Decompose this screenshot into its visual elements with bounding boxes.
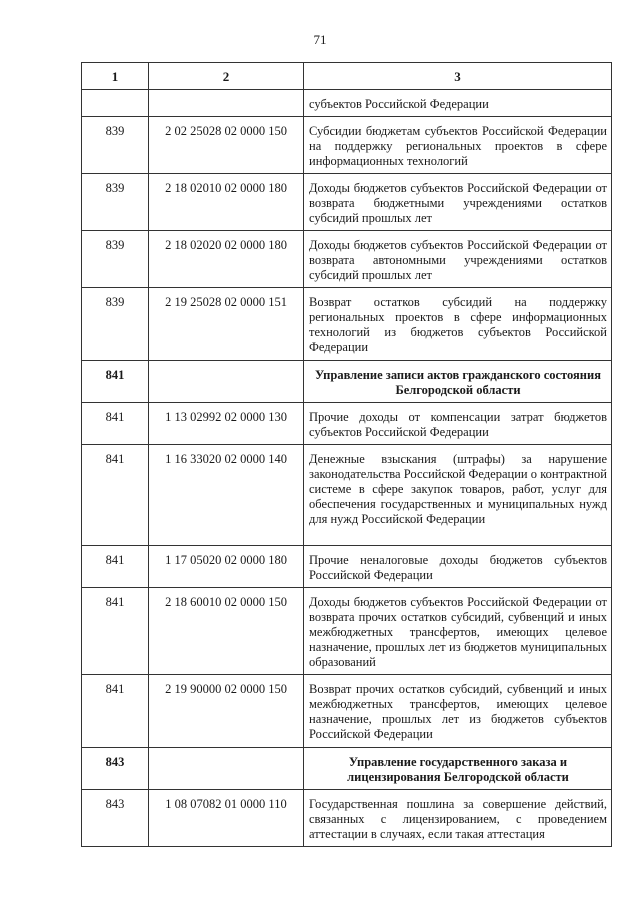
budget-code-cell: [149, 90, 304, 117]
table-row: [82, 231, 612, 288]
budget-income-table: [81, 62, 612, 847]
admin-code-cell: 841: [82, 546, 149, 588]
table-row: [82, 790, 612, 847]
page-number: 71: [313, 32, 327, 47]
budget-code-cell: 1 08 07082 01 0000 110: [149, 790, 304, 847]
admin-code-cell: 841: [82, 403, 149, 445]
admin-code-cell: 839: [82, 288, 149, 361]
header-col-1: 1: [82, 63, 149, 90]
budget-code-cell: 2 19 25028 02 0000 151: [149, 288, 304, 361]
admin-code-cell: 841: [82, 445, 149, 546]
table-row: [82, 546, 612, 588]
admin-code-cell: [82, 90, 149, 117]
table-row: [82, 174, 612, 231]
table-row: [82, 117, 612, 174]
budget-code-cell: 1 13 02992 02 0000 130: [149, 403, 304, 445]
budget-code-cell: 2 18 02020 02 0000 180: [149, 231, 304, 288]
admin-code-cell: 839: [82, 231, 149, 288]
admin-code-cell: 839: [82, 174, 149, 231]
table-row: [82, 445, 612, 546]
description-cell: субъектов Российской Федерации: [304, 90, 612, 117]
budget-code-cell: 2 19 90000 02 0000 150: [149, 675, 304, 748]
budget-code-cell: 1 16 33020 02 0000 140: [149, 445, 304, 546]
budget-code-cell: 1 17 05020 02 0000 180: [149, 546, 304, 588]
admin-code-cell: 843: [82, 790, 149, 847]
description-cell: Управление записи актов гражданского состояния Белгородской области: [304, 361, 612, 403]
description-cell: Доходы бюджетов субъектов Российской Федерации от возврата автономными учреждениями остатков субсидий прошлых лет: [304, 231, 612, 288]
description-cell: Доходы бюджетов субъектов Российской Федерации от возврата прочих остатков субсидий, субвенций и иных межбюджетных трансфертов, имеющих целевое назначение, прошлых лет из бюджетов муниципальных образований: [304, 588, 612, 675]
header-col-2: 2: [149, 63, 304, 90]
table-row: [82, 288, 612, 361]
admin-code-cell: 841: [82, 361, 149, 403]
description-cell: Возврат прочих остатков субсидий, субвенций и иных межбюджетных трансфертов, имеющих целевое назначение, прошлых лет из бюджетов субъектов Российской Федерации: [304, 675, 612, 748]
description-cell: Государственная пошлина за совершение действий, связанных с лицензированием, с проведением аттестации в случаях, если такая аттестация: [304, 790, 612, 847]
section-header-row: [82, 361, 612, 403]
budget-code-cell: 2 02 25028 02 0000 150: [149, 117, 304, 174]
table-row: [82, 403, 612, 445]
budget-code-cell: [149, 361, 304, 403]
description-cell: Управление государственного заказа и лицензирования Белгородской области: [304, 748, 612, 790]
header-col-3: 3: [304, 63, 612, 90]
admin-code-cell: 839: [82, 117, 149, 174]
description-cell: Субсидии бюджетам субъектов Российской Федерации на поддержку региональных проектов в сфере информационных технологий: [304, 117, 612, 174]
description-cell: Доходы бюджетов субъектов Российской Федерации от возврата бюджетными учреждениями остатков субсидий прошлых лет: [304, 174, 612, 231]
admin-code-cell: 843: [82, 748, 149, 790]
table-row: [82, 588, 612, 675]
description-cell: Прочие неналоговые доходы бюджетов субъектов Российской Федерации: [304, 546, 612, 588]
budget-code-cell: 2 18 60010 02 0000 150: [149, 588, 304, 675]
budget-code-cell: [149, 748, 304, 790]
admin-code-cell: 841: [82, 588, 149, 675]
table-body: [82, 90, 612, 847]
table-header-row: [82, 63, 612, 90]
table-row: [82, 675, 612, 748]
table-row: [82, 90, 612, 117]
description-cell: Прочие доходы от компенсации затрат бюджетов субъектов Российской Федерации: [304, 403, 612, 445]
admin-code-cell: 841: [82, 675, 149, 748]
budget-code-cell: 2 18 02010 02 0000 180: [149, 174, 304, 231]
section-header-row: [82, 748, 612, 790]
description-cell: Возврат остатков субсидий на поддержку региональных проектов в сфере информационных технологий из бюджетов субъектов Российской Федерации: [304, 288, 612, 361]
description-cell: Денежные взыскания (штрафы) за нарушение законодательства Российской Федерации о контрактной системе в сфере закупок товаров, работ, услуг для обеспечения государственных и муниципальных нужд для нужд Российской Федерации: [304, 445, 612, 546]
